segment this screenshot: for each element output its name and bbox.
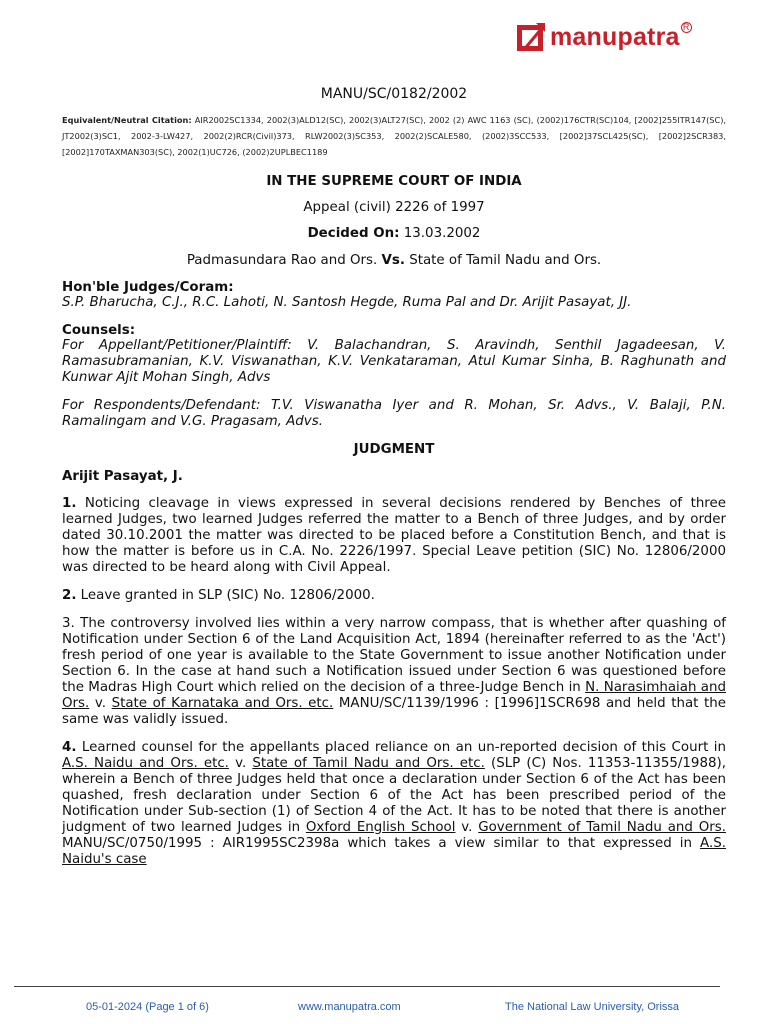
case-link-state-of-tamil-nadu[interactable]: State of Tamil Nadu and Ors. etc. <box>252 756 485 771</box>
footer-institution: The National Law University, Orissa <box>505 1001 680 1013</box>
counsel-respondent: For Respondents/Defendant: T.V. Viswanatha Iyer and R. Mohan, Sr. Advs., V. Balaji, P.N. Ramalingam and V.G. Pragasam, Advs. <box>62 398 726 429</box>
paragraph-1 <box>62 496 726 576</box>
case-parties <box>62 253 726 268</box>
paragraph-1-text: Noticing cleavage in views expressed in several decisions rendered by Benches of three learned Judges, two learned Judges referred the matter to a Bench of three Judges, and by order dated 30.10.2001 the matter was directed to be placed before a Constitution Bench, and that is how the matter is before us in C.A. No. 2226/1997. Special Leave petition (SIC) No. 12806/2000 was directed to be heard along with Civil Appeal. <box>62 496 726 575</box>
paragraph-4-text-b: (SLP (C) Nos. 11353-11355/1988), wherein a Bench of three Judges held that once a declaration under Section 6 of the Act has been quashed, fresh declaration under Section 6 of the Act has been prescribed period of the Notification under Sub-section (1) of Section 4 of the Act. It has to be noted that there is another judgment of two learned Judges in <box>62 756 726 835</box>
footer-divider <box>14 986 720 987</box>
decided-on-label: Decided On: <box>307 226 400 241</box>
paragraph-3-text-a: The controversy involved lies within a very narrow compass, that is whether after quashing of Notification under Section 6 of the Land Acquisition Act, 1894 (hereinafter referred to as the 'Act') fresh period of one year is available to the State Government to issue another Notification under Section 6. In the case at hand such a Notification issued under Section 6 was questioned before the Madras High Court which relied on the decision of a three-Judge Bench in <box>62 616 726 695</box>
footer-date-page: 05-01-2024 (Page 1 of 6) <box>86 1001 209 1013</box>
decided-on-date: 13.03.2002 <box>403 226 481 241</box>
manupatra-logo-text: manupatra <box>550 22 680 51</box>
equivalent-citations-text: AIR2002SC1334, 2002(3)ALD12(SC), 2002(3)ALT27(SC), 2002 (2) AWC 1163 (SC), (2002)176CTR(SC)104, [2002]255ITR147(SC), JT2002(3)SC1, 2002-3-LW427, 2002(2)RCR(Civil)373, RLW2002(3)SC353, 2002(2)SCALE580, (2002)3SCC533, [2002]37SCL425(SC), [2002]2SCR383, [2002]170TAXMAN303(SC), 2002(1)UC726, (2002)2UPLBEC1189 <box>62 115 726 157</box>
paragraph-4-versus-2: v. <box>461 820 473 835</box>
decided-on <box>62 226 726 241</box>
counsel-appellant: For Appellant/Petitioner/Plaintiff: V. Balachandran, S. Aravindh, Senthil Jagadeesan, V. Ramasubramanian, K.V. Viswanathan, K.V. Venkataraman, Atul Kumar Sinha, B. Raghunath and Kunwar Ajit Mohan Singh, Advs <box>62 338 726 385</box>
appeal-number: Appeal (civil) 2226 of 1997 <box>303 200 485 215</box>
respondent-name: State of Tamil Nadu and Ors. <box>409 253 602 268</box>
manupatra-logo <box>516 22 692 52</box>
case-link-state-of-karnataka[interactable]: State of Karnataka and Ors. etc. <box>111 696 334 711</box>
case-link-oxford-english-school[interactable]: Oxford English School <box>305 820 456 835</box>
registered-mark: R <box>681 22 692 33</box>
paragraph-2-number: 2. <box>62 588 77 603</box>
paragraph-4-text-a: Learned counsel for the appellants placed reliance on an un-reported decision of this Court in <box>81 740 726 755</box>
paragraph-4-number: 4. <box>62 740 77 755</box>
case-link-government-of-tamil-nadu[interactable]: Government of Tamil Nadu and Ors. <box>478 820 727 835</box>
paragraph-3-text-b: MANU/SC/1139/1996 : [1996]1SCR698 and held that the same was validly issued. <box>62 696 726 727</box>
case-link-as-naidus-case[interactable]: A.S. Naidu's case <box>62 836 726 867</box>
paragraph-2 <box>62 588 726 604</box>
paragraph-4-versus-1: v. <box>235 756 247 771</box>
equivalent-citations <box>62 112 726 160</box>
judges-heading: Hon'ble Judges/Coram: <box>62 280 234 295</box>
paragraph-3-versus: v. <box>94 696 107 711</box>
counsels-heading: Counsels: <box>62 323 136 338</box>
judgment-author: Arijit Pasayat, J. <box>62 469 183 484</box>
appellant-name: Padmasundara Rao and Ors. <box>186 253 378 268</box>
paragraph-3 <box>62 616 726 728</box>
judges-names: S.P. Bharucha, C.J., R.C. Lahoti, N. Santosh Hegde, Ruma Pal and Dr. Arijit Pasayat, JJ. <box>62 295 632 310</box>
paragraph-3-number: 3. <box>62 616 75 631</box>
paragraph-4 <box>62 740 726 868</box>
court-name: IN THE SUPREME COURT OF INDIA <box>266 174 522 189</box>
manupatra-logo-icon <box>516 22 546 52</box>
document-body <box>62 86 726 868</box>
judgment-heading: JUDGMENT <box>353 442 435 457</box>
versus: Vs. <box>381 253 405 268</box>
equivalent-citations-label: Equivalent/Neutral Citation: <box>62 115 192 125</box>
paragraph-4-text-c: MANU/SC/0750/1995 : AIR1995SC2398a which takes a view similar to that expressed in <box>62 836 692 851</box>
footer-site-link[interactable]: www.manupatra.com <box>298 1001 401 1013</box>
paragraph-1-number: 1. <box>62 496 77 511</box>
manu-citation: MANU/SC/0182/2002 <box>320 86 468 102</box>
paragraph-2-text: Leave granted in SLP (SIC) No. 12806/2000. <box>80 588 375 603</box>
case-link-narasimhaiah[interactable]: N. Narasimhaiah and Ors. <box>62 680 726 711</box>
case-link-as-naidu[interactable]: A.S. Naidu and Ors. etc. <box>62 756 229 771</box>
